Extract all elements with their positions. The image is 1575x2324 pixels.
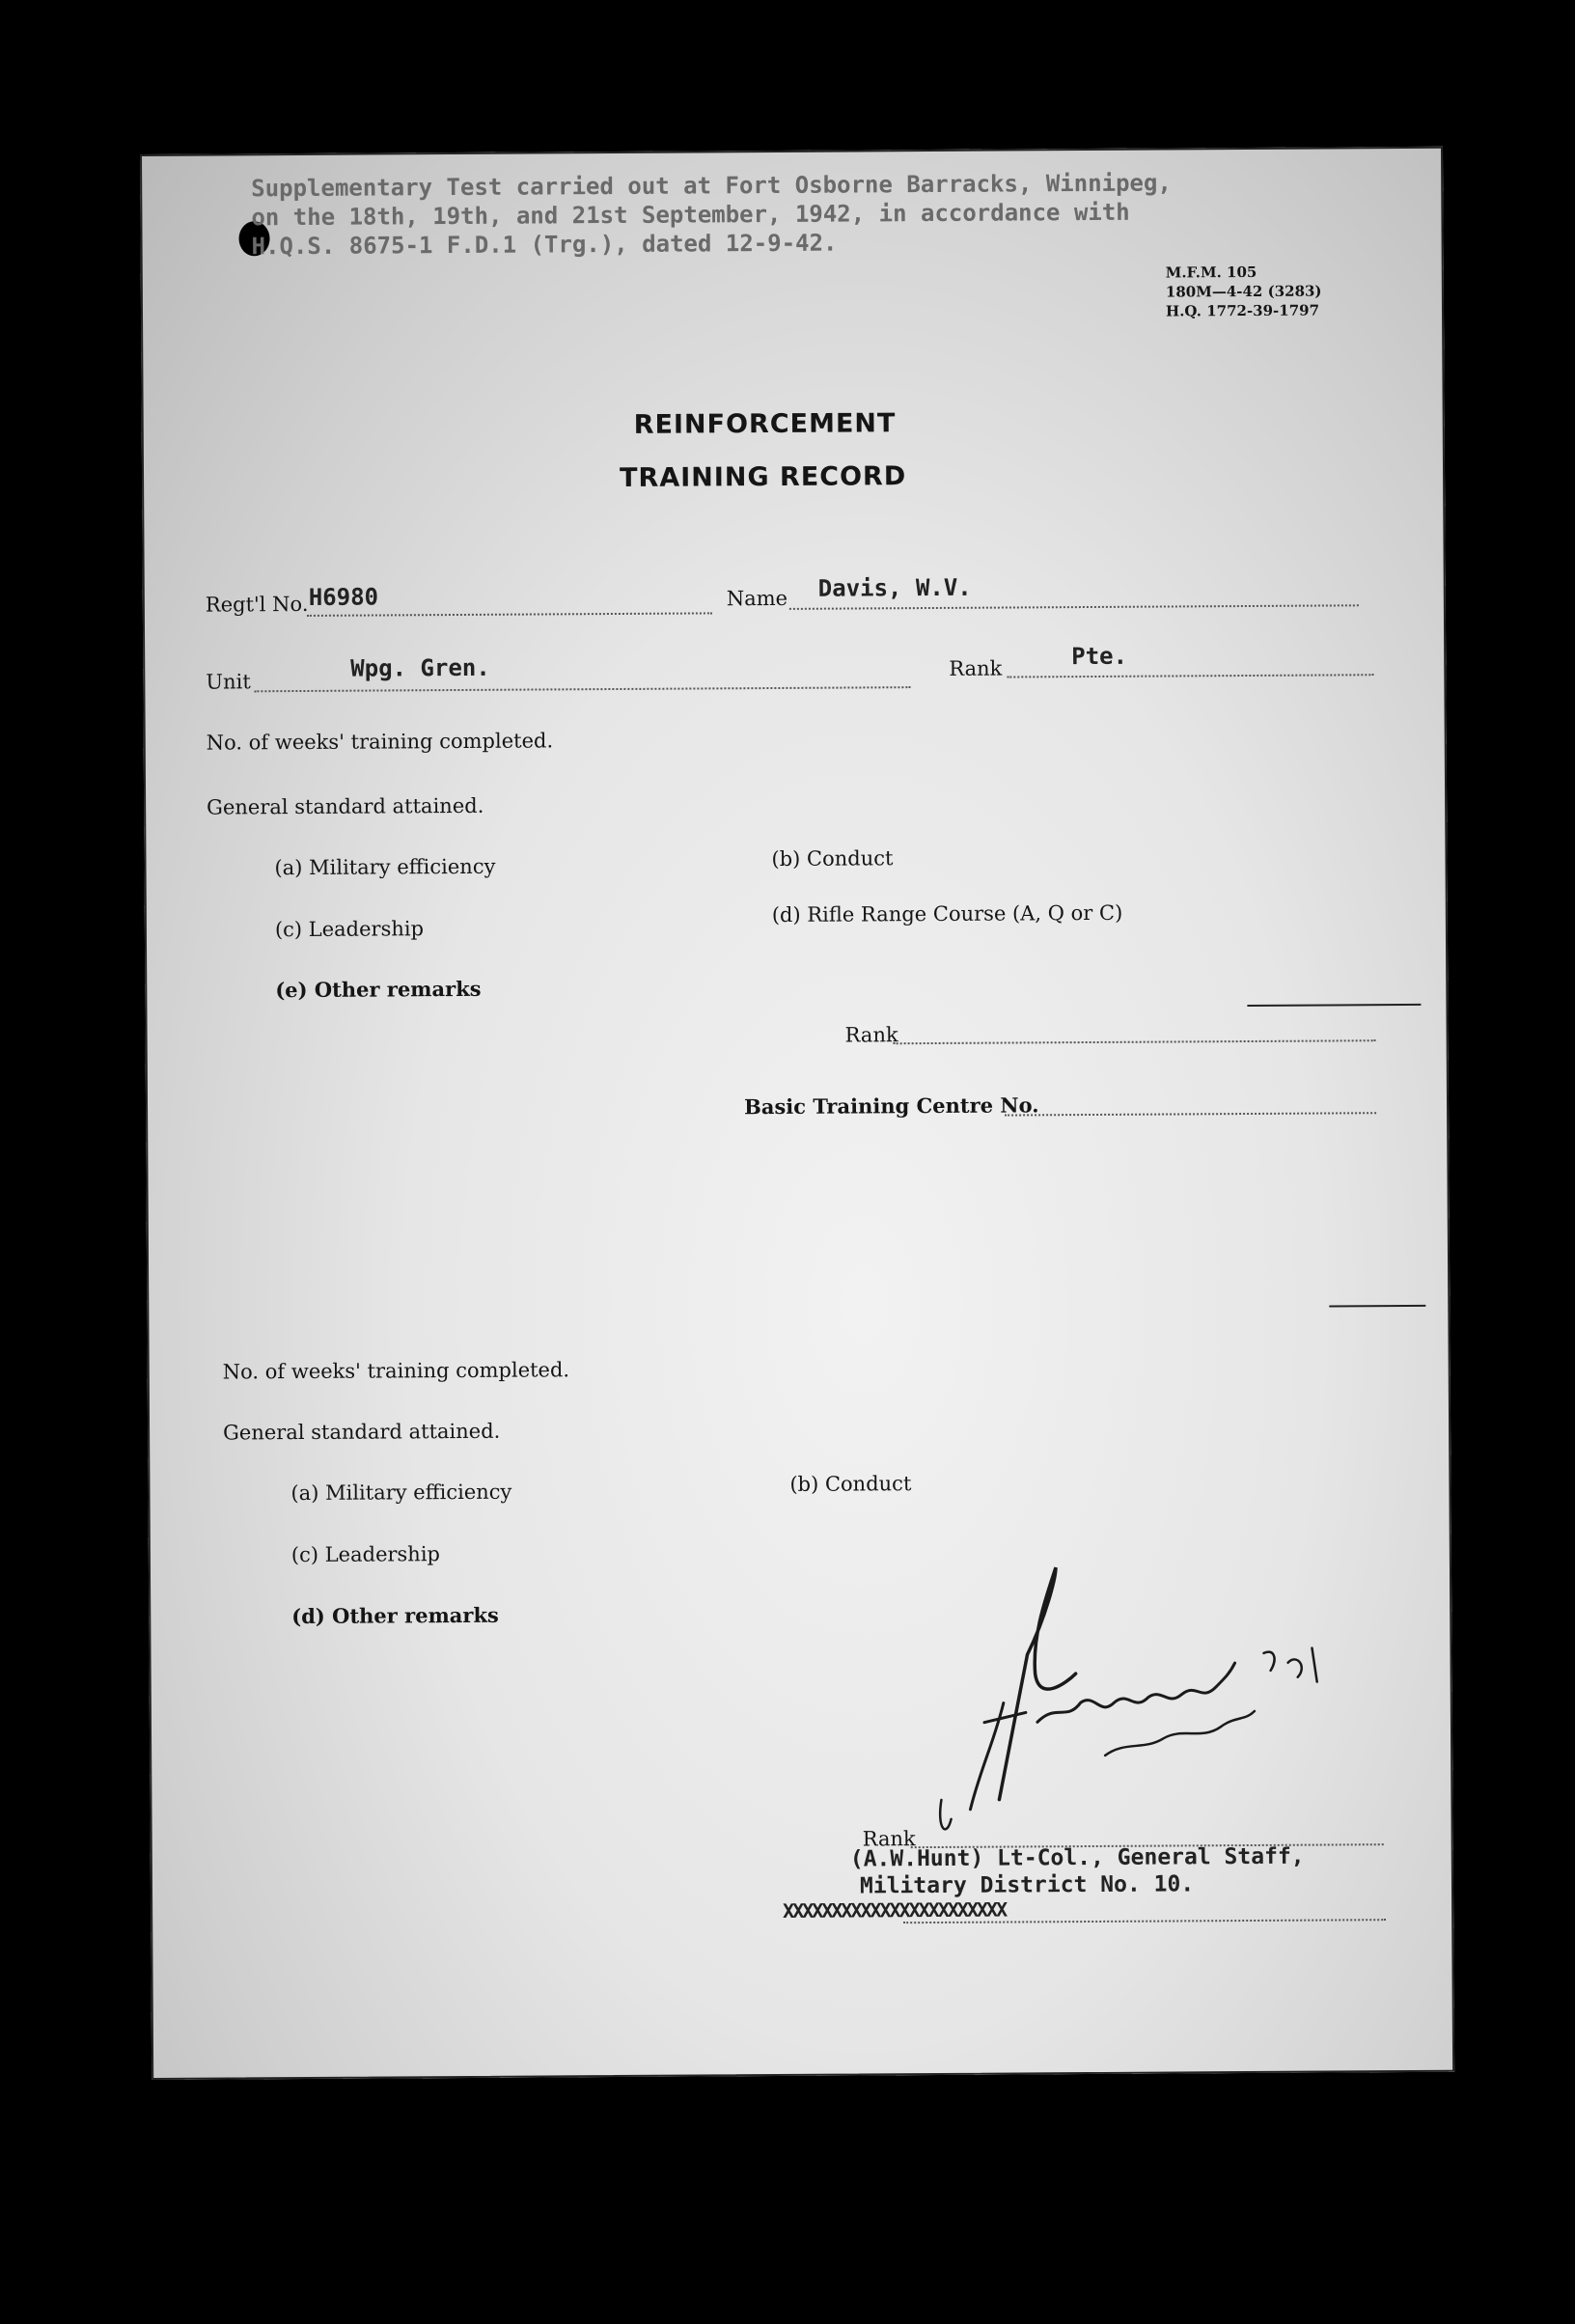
s1-centre-line	[1005, 1112, 1376, 1116]
s2-standard-label: General standard attained.	[223, 1419, 501, 1445]
form-code-line1: M.F.M. 105	[1165, 263, 1257, 282]
name-label: Name	[726, 586, 788, 611]
regtl-no-value: H6980	[308, 583, 379, 611]
s2-divider-rule	[1329, 1305, 1425, 1308]
signatory-line1: (A.W.Hunt) Lt-Col., General Staff,	[849, 1843, 1305, 1872]
name-value: Davis, W.V.	[817, 573, 972, 602]
record-sheet	[140, 147, 1454, 2080]
form-code-line3: H.Q. 1772-39-1797	[1165, 301, 1320, 320]
s2-leadership: (c) Leadership	[290, 1542, 441, 1567]
unit-line	[254, 686, 910, 692]
s2-military-efficiency: (a) Military efficiency	[290, 1480, 512, 1506]
header-note-line1: Supplementary Test carried out at Fort Osborne Barracks, Winnipeg,	[251, 169, 1172, 203]
s1-conduct: (b) Conduct	[771, 846, 894, 872]
title-training-record: TRAINING RECORD	[619, 461, 907, 493]
s1-centre-label: Basic Training Centre No.	[743, 1093, 1039, 1120]
s1-weeks-label: No. of weeks' training completed.	[206, 729, 554, 755]
s2-rank-label: Rank	[862, 1827, 916, 1851]
s2-weeks-label: No. of weeks' training completed.	[222, 1358, 570, 1384]
s1-rank-rule	[1247, 1004, 1421, 1007]
unit-value: Wpg. Gren.	[350, 653, 490, 682]
form-code-line2: 180M—4-42 (3283)	[1165, 282, 1322, 301]
title-reinforcement: REINFORCEMENT	[633, 408, 897, 440]
rank-value: Pte.	[1071, 642, 1128, 671]
s1-rifle-range: (d) Rifle Range Course (A, Q or C)	[771, 900, 1123, 927]
s1-leadership: (c) Leadership	[274, 917, 425, 942]
handwritten-signature	[911, 1556, 1415, 1839]
s2-other-remarks: (d) Other remarks	[291, 1602, 499, 1629]
header-note-line3: H.Q.S. 8675-1 F.D.1 (Trg.), dated 12-9-42.	[251, 229, 838, 261]
s1-military-efficiency: (a) Military efficiency	[274, 854, 496, 880]
struck-text: XXXXXXXXXXXXXXXXXXXXXXX	[783, 1897, 1007, 1923]
regtl-no-label: Regt'l No.	[205, 592, 309, 617]
s1-rank-line	[894, 1039, 1376, 1044]
rank-label: Rank	[949, 656, 1003, 680]
s1-other-remarks: (e) Other remarks	[275, 976, 482, 1003]
s2-conduct: (b) Conduct	[789, 1472, 912, 1496]
unit-label: Unit	[206, 670, 251, 694]
name-line	[789, 604, 1359, 610]
s1-standard-label: General standard attained.	[207, 793, 484, 819]
regtl-no-line	[307, 612, 712, 617]
rank-line	[1007, 674, 1373, 678]
signatory-line2: Military District No. 10.	[859, 1871, 1195, 1899]
s1-rank-label: Rank	[844, 1023, 898, 1047]
header-note-line2: on the 18th, 19th, and 21st September, 1942, in accordance with	[251, 198, 1130, 232]
